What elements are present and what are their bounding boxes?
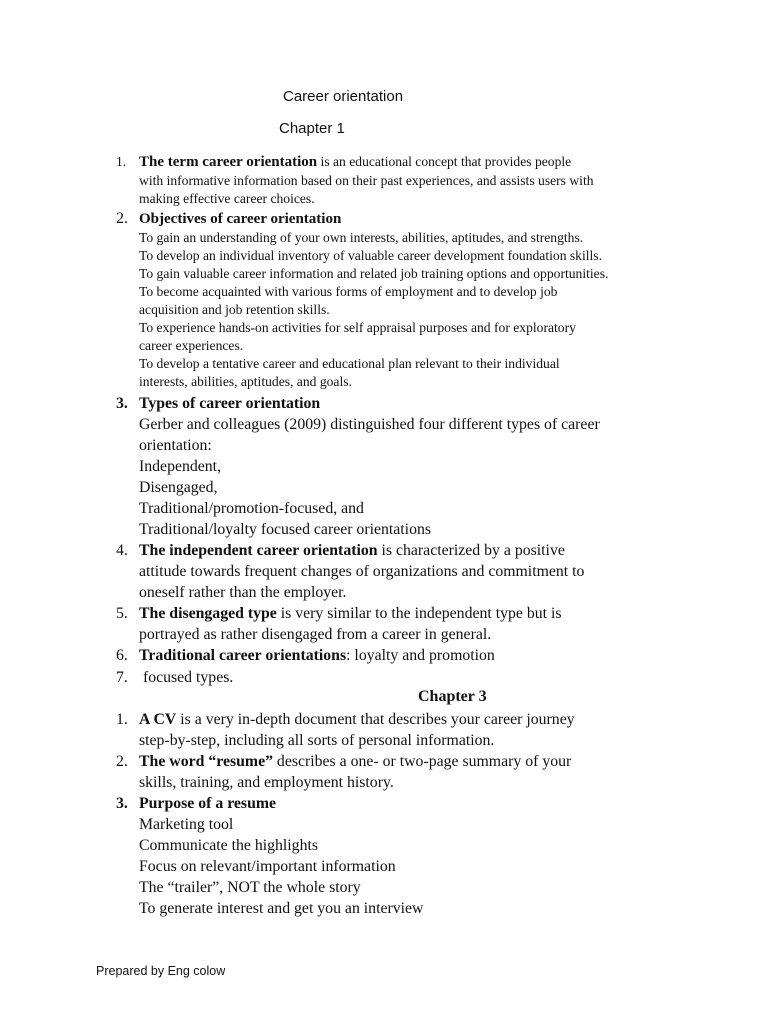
- list-item: [0, 793, 423, 919]
- bold-term: The term career orientation: [139, 154, 318, 170]
- text-line: Traditional career orientations: loyalty and promotion: [139, 647, 495, 664]
- list-number: 1.: [116, 711, 128, 728]
- text-line: orientation:: [139, 437, 212, 454]
- chapter-3-heading: Chapter 3: [418, 688, 487, 705]
- list-item: [0, 210, 608, 391]
- text-line: To generate interest and get you an interview: [139, 900, 424, 917]
- list-number: 6.: [116, 647, 128, 664]
- text-line: focused types.: [139, 669, 234, 686]
- text-line: step-by-step, including all sorts of personal information.: [139, 732, 495, 749]
- text-line: The “trailer”, NOT the whole story: [139, 879, 361, 896]
- list-number: 1.: [116, 154, 127, 169]
- text-line: making effective career choices.: [139, 191, 315, 206]
- list-item: [0, 751, 571, 793]
- bold-term: The independent career orientation: [139, 542, 378, 559]
- chapter-1-heading: Chapter 1: [279, 120, 345, 137]
- item-heading: Objectives of career orientation: [139, 211, 342, 227]
- list-number: 3.: [116, 395, 128, 412]
- text-line: skills, training, and employment history.: [139, 774, 394, 791]
- list-number: 4.: [116, 542, 128, 559]
- text-line: To gain an understanding of your own interests, abilities, aptitudes, and strengths.: [139, 230, 584, 245]
- list-item: [0, 645, 495, 666]
- list-number: 2.: [116, 210, 128, 227]
- text-line: with informative information based on their past experiences, and assists users with: [139, 173, 594, 188]
- text-line: The term career orientation is an educational concept that provides people: [139, 154, 572, 170]
- list-item: [0, 667, 233, 688]
- text-line: The disengaged type is very similar to the independent type but is: [139, 605, 562, 622]
- list-item: [0, 603, 562, 645]
- text-line: acquisition and job retention skills.: [139, 302, 330, 317]
- text-line: portrayed as rather disengaged from a career in general.: [139, 626, 492, 643]
- text-line: career experiences.: [139, 338, 244, 353]
- list-number: 3.: [116, 795, 128, 812]
- list-item: [0, 709, 575, 751]
- item-heading: Purpose of a resume: [139, 795, 277, 812]
- item-heading: Types of career orientation: [139, 395, 321, 412]
- text-line: attitude towards frequent changes of organizations and commitment to: [139, 563, 585, 580]
- text-line: To develop an individual inventory of valuable career development foundation skills.: [139, 248, 602, 263]
- text-line: Communicate the highlights: [139, 837, 319, 854]
- list-item: [0, 540, 584, 603]
- page-footer: Prepared by Eng colow: [96, 964, 226, 978]
- text-line: The word “resume” describes a one- or two-page summary of your: [139, 753, 572, 770]
- bold-term: Traditional career orientations: [139, 647, 347, 664]
- text-line: Traditional/loyalty focused career orientations: [139, 521, 432, 538]
- text-line: A CV is a very in-depth document that describes your career journey: [139, 711, 575, 728]
- text-line: To develop a tentative career and educational plan relevant to their individual: [139, 356, 560, 371]
- text-line: Gerber and colleagues (2009) distinguished four different types of career: [139, 416, 600, 433]
- text-line: Independent,: [139, 458, 222, 475]
- list-item: [0, 153, 594, 208]
- bold-term: A CV: [139, 711, 177, 728]
- list-number: 5.: [116, 605, 128, 622]
- text-line: Traditional/promotion-focused, and: [139, 500, 364, 517]
- document-title: Career orientation: [283, 88, 404, 105]
- text-line: interests, abilities, aptitudes, and goals.: [139, 374, 352, 389]
- text-line: The independent career orientation is characterized by a positive: [139, 542, 565, 559]
- text-line: Disengaged,: [139, 479, 218, 496]
- text-line: To become acquainted with various forms of employment and to develop job: [139, 284, 558, 299]
- list-number: 2.: [116, 753, 128, 770]
- list-item: [0, 393, 600, 540]
- bold-term: The disengaged type: [139, 605, 277, 622]
- bold-term: The word “resume”: [139, 753, 273, 770]
- text-line: Marketing tool: [139, 816, 234, 833]
- list-number: 7.: [116, 669, 128, 686]
- text-line: oneself rather than the employer.: [139, 584, 347, 601]
- text-line: To experience hands-on activities for self appraisal purposes and for exploratory: [139, 320, 576, 335]
- text-line: To gain valuable career information and related job training options and opportunities.: [139, 266, 609, 281]
- text-line: Focus on relevant/important information: [139, 858, 396, 875]
